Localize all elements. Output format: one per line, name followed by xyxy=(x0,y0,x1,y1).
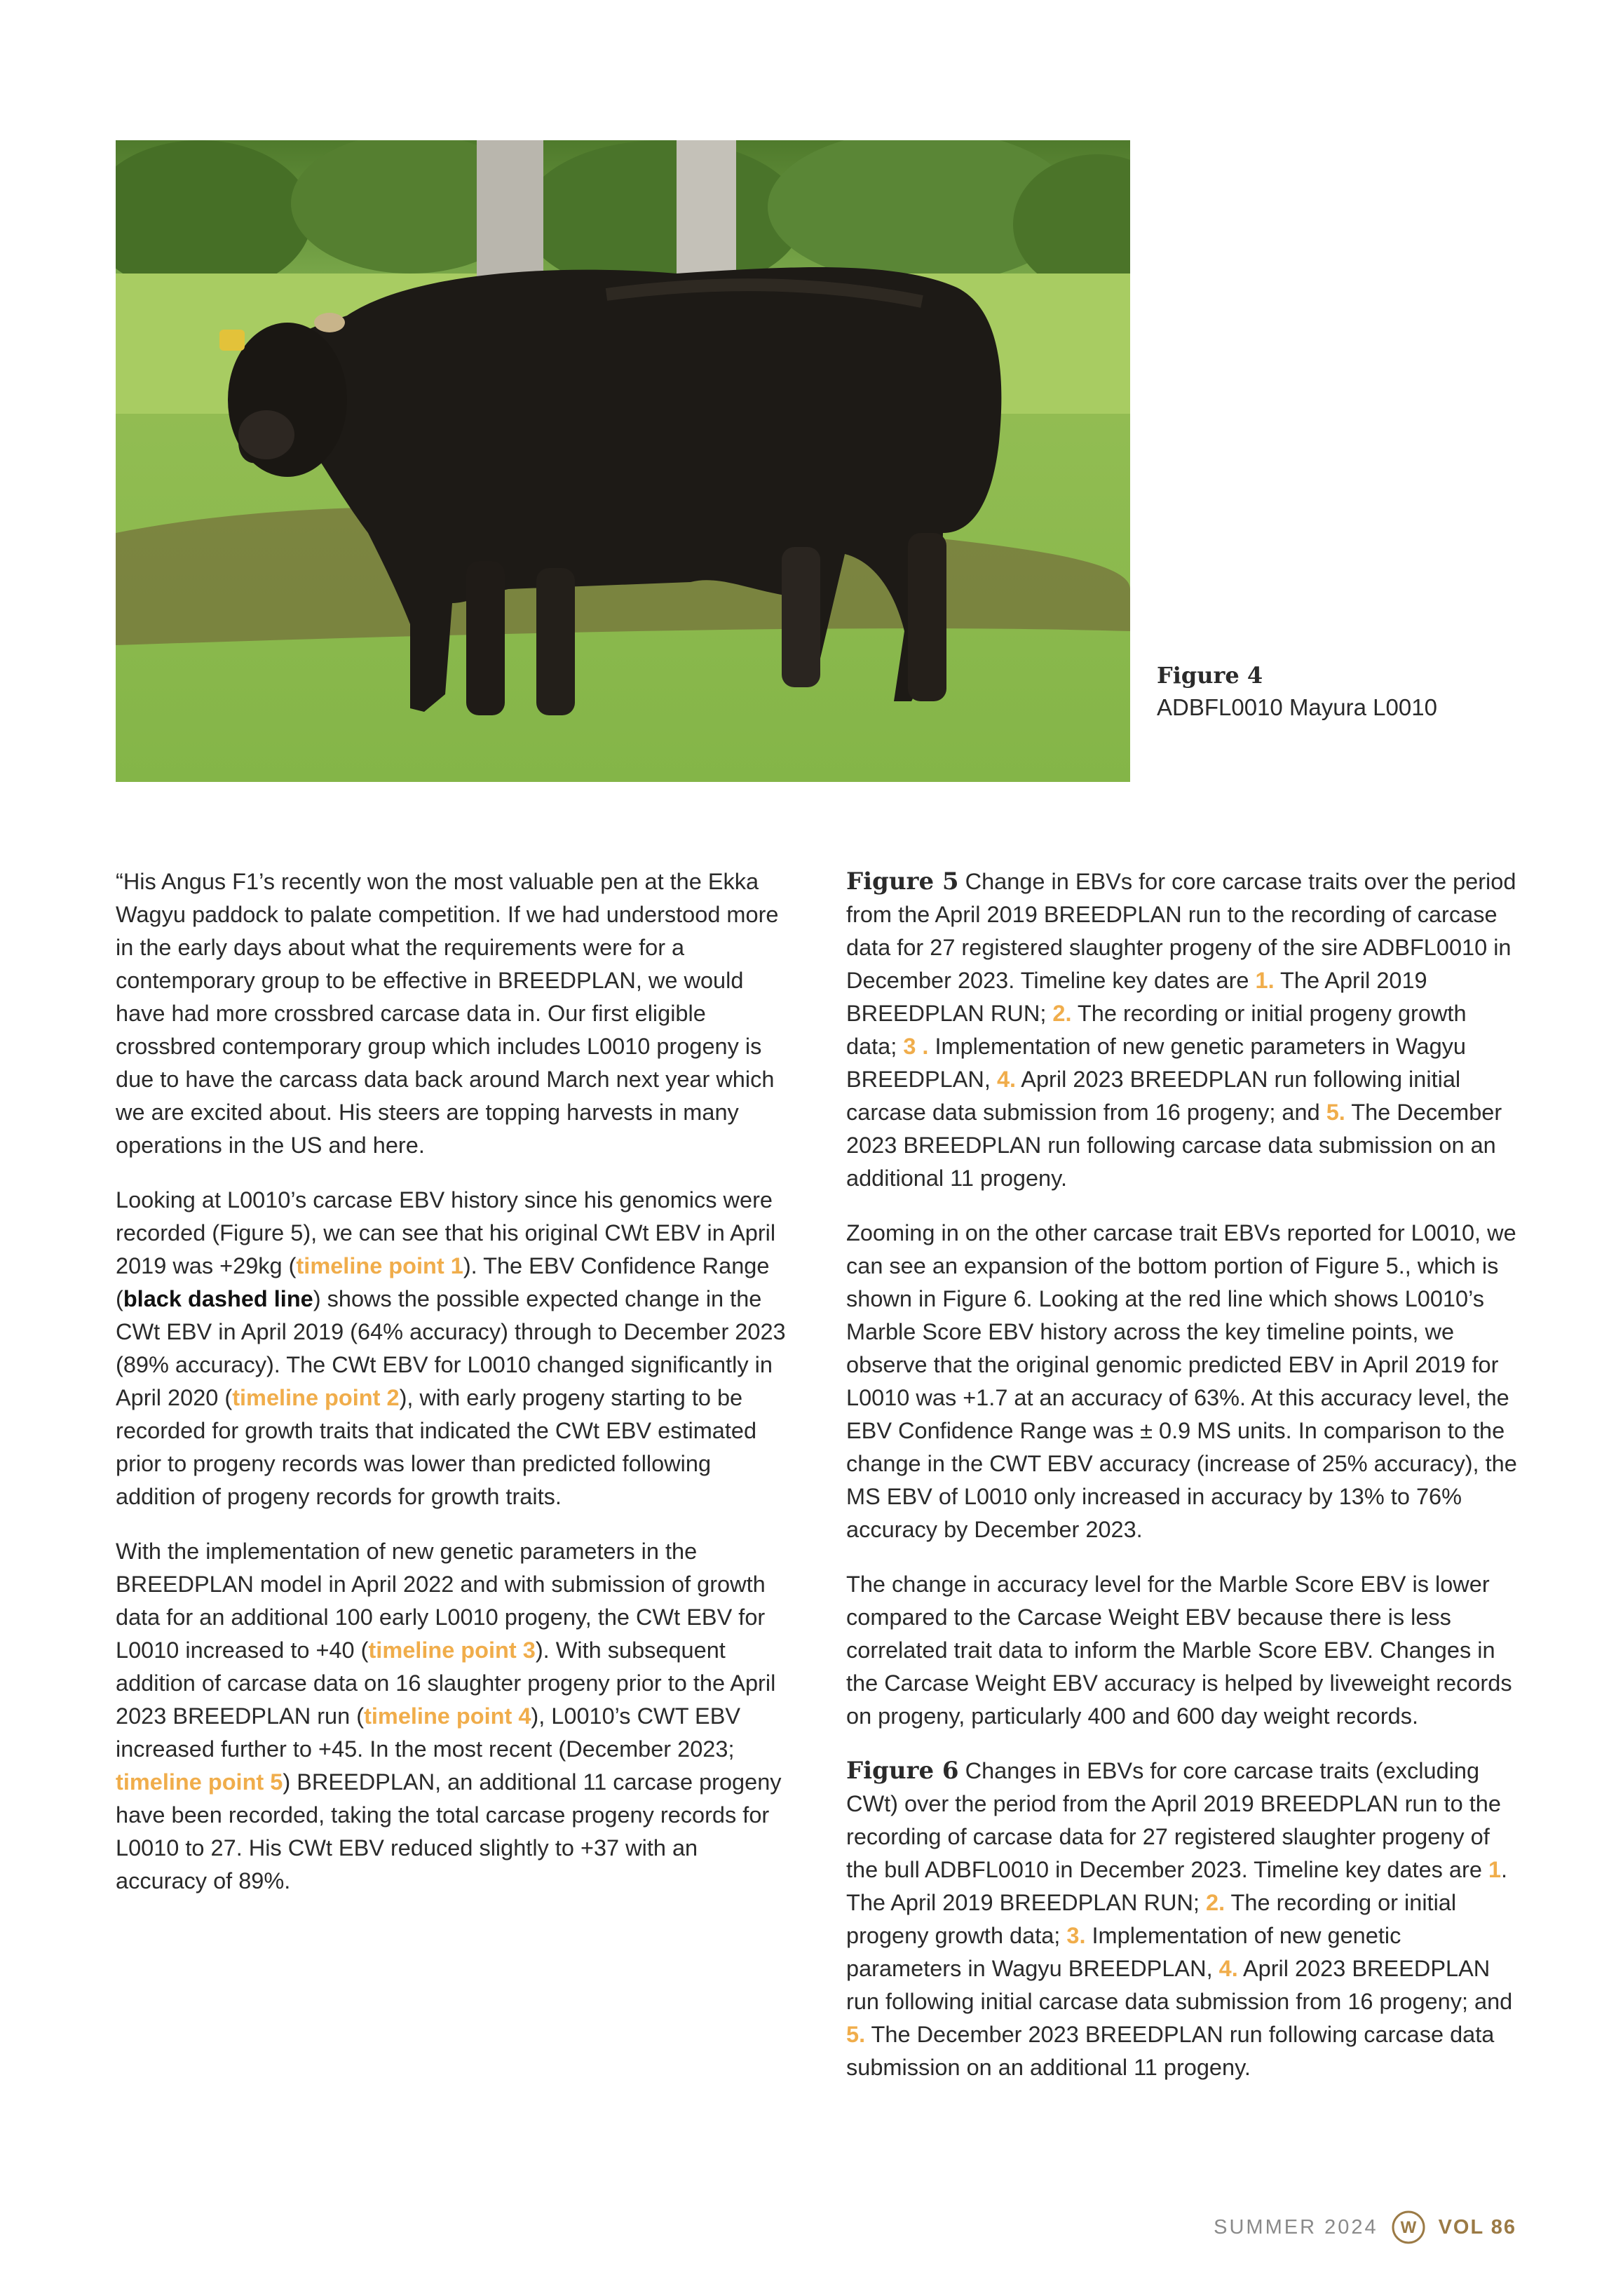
text-span: Change in EBVs for core carcase traits over the period from the April 2019 BREEDPLAN run to the recording of carcase data for 27 registered slaughter progeny of the sire ADBFL0010 in December 2023. Timeline key dates are xyxy=(846,869,1516,993)
timeline-point-5: timeline point 5 xyxy=(116,1769,283,1795)
figure-4-caption-text: ADBFL0010 Mayura L0010 xyxy=(1157,694,1437,720)
paragraph-angus-f1: “His Angus F1’s recently won the most valuable pen at the Ekka Wagyu paddock to palate competition. If we had understood more in the early days about what the requirements were for a contemporary group to be effective in BREEDPLAN, we would have had more crossbred carcase data in. Our first eligible crossbred contemporary group which includes L0010 progeny is due to have the carcass data back around March next year which we are excited about. His steers are topping harvests in many operations in the US and here. xyxy=(116,869,779,1158)
text-span: The April 2019 BREEDPLAN RUN; xyxy=(846,968,1427,1026)
text-span: ), with early progeny starting to be recorded for growth traits that indicated the CWt EBV estimated prior to progeny records was lower than predicted following addition of progeny records for growth traits. xyxy=(116,1385,757,1509)
black-dashed-line-label: black dashed line xyxy=(123,1286,313,1311)
text-span: ) BREEDPLAN, an additional 11 carcase progeny have been recorded, taking the total carcase progeny records for L0010 to 27. His CWt EBV reduced slightly to +37 with an accuracy of 89%. xyxy=(116,1769,782,1893)
text-span: ), L0010’s CWT EBV increased further to +45. In the most recent (December 2023; xyxy=(116,1703,741,1762)
right-column xyxy=(846,865,1519,2106)
key-date-2: 2. xyxy=(1206,1890,1225,1915)
paragraph-genetic-parameters xyxy=(116,1535,789,1898)
key-date-5: 5. xyxy=(1326,1100,1345,1125)
text-span: April 2023 BREEDPLAN run following initial carcase data submission from 16 progeny; and xyxy=(846,1067,1461,1125)
timeline-point-3: timeline point 3 xyxy=(368,1637,536,1663)
timeline-point-2: timeline point 2 xyxy=(232,1385,400,1410)
figure-6-label: Figure 6 xyxy=(846,1757,959,1785)
key-date-2: 2. xyxy=(1052,1001,1072,1026)
key-date-3: 3. xyxy=(1066,1923,1086,1948)
text-span: . The April 2019 BREEDPLAN RUN; xyxy=(846,1857,1508,1915)
key-date-1: 1. xyxy=(1255,968,1275,993)
bull-photo xyxy=(116,140,1130,782)
figure-4-label: Figure 4 xyxy=(1157,662,1263,689)
text-span: The recording or initial progeny growth data; xyxy=(846,1890,1457,1948)
paragraph-carcase-history xyxy=(116,1184,789,1513)
timeline-point-1: timeline point 1 xyxy=(296,1253,463,1278)
text-span: The December 2023 BREEDPLAN run following carcase data submission on an additional 11 progeny. xyxy=(846,2022,1495,2080)
text-span: Looking at L0010’s carcase EBV history since his genomics were recorded (Figure 5), we can see that his original CWt EBV in April 2019 was +29kg ( xyxy=(116,1187,776,1278)
timeline-point-4: timeline point 4 xyxy=(364,1703,531,1729)
page-footer xyxy=(1214,2208,1516,2247)
wagyu-w-logo-icon xyxy=(1391,2210,1426,2245)
paragraph-accuracy-change: The change in accuracy level for the Marble Score EBV is lower compared to the Carcase Weight EBV because there is less correlated trait data to inform the Marble Score EBV. Changes in the Carcase Weight EBV accuracy is helped by liveweight records on progeny, particularly 400 and 600 day weight records. xyxy=(846,1572,1512,1729)
figure-5-caption xyxy=(846,865,1519,1195)
logo-letter: W xyxy=(1400,2218,1416,2237)
key-date-5: 5. xyxy=(846,2022,866,2047)
text-span: With the implementation of new genetic parameters in the BREEDPLAN model in April 2022 and with submission of growth data for an additional 100 early L0010 progeny, the CWt EBV for L0010 increased to +40 ( xyxy=(116,1539,766,1663)
text-span: The December 2023 BREEDPLAN run following carcase data submission on an additional 11 progeny. xyxy=(846,1100,1502,1191)
key-date-4: 4. xyxy=(1218,1956,1238,1981)
text-span: ) shows the possible expected change in the CWt EBV in April 2019 (64% accuracy) through to December 2023 (89% accuracy). The CWt EBV for L0010 changed significantly in April 2020 ( xyxy=(116,1286,786,1410)
text-span: ). With subsequent addition of carcase data on 16 slaughter progeny prior to the April 2023 BREEDPLAN run ( xyxy=(116,1637,776,1729)
key-date-3: 3 . xyxy=(903,1034,929,1059)
text-span: April 2023 BREEDPLAN run following initial carcase data submission from 16 progeny; and xyxy=(846,1956,1513,2014)
paragraph-zooming-in: Zooming in on the other carcase trait EBVs reported for L0010, we can see an expansion of the bottom portion of Figure 5., which is shown in Figure 6. Looking at the red line which shows L0010’s Marble Score EBV history across the key timeline points, we observe that the original genomic predicted EBV in April 2019 for L0010 was +1.7 at an accuracy of 63%. At this accuracy level, the EBV Confidence Range was ± 0.9 MS units. In comparison to the change in the CWT EBV accuracy (increase of 25% accuracy), the MS EBV of L0010 only increased in accuracy by 13% to 76% accuracy by December 2023. xyxy=(846,1220,1517,1542)
issue-volume: VOL 86 xyxy=(1438,2215,1516,2238)
text-span: Implementation of new genetic parameters in Wagyu BREEDPLAN, xyxy=(846,1923,1401,1981)
bull-illustration xyxy=(116,140,1130,782)
text-span: Changes in EBVs for core carcase traits (excluding CWt) over the period from the April 2019 BREEDPLAN run to the recording of carcase data for 27 registered slaughter progeny of the bull ADBFL0010 in December 2023. Timeline key dates are xyxy=(846,1758,1501,1882)
figure-5-label: Figure 5 xyxy=(846,867,959,896)
text-span: The recording or initial progeny growth data; xyxy=(846,1001,1467,1059)
issue-season: SUMMER 2024 xyxy=(1214,2215,1378,2238)
figure-6-caption xyxy=(846,1755,1519,2084)
figure-4-caption xyxy=(1157,659,1549,724)
text-span: Implementation of new genetic parameters in Wagyu BREEDPLAN, xyxy=(846,1034,1467,1092)
key-date-4: 4. xyxy=(996,1067,1017,1092)
key-date-1: 1 xyxy=(1488,1857,1502,1882)
left-column xyxy=(116,865,789,1919)
text-span: ). The EBV Confidence Range ( xyxy=(116,1253,770,1311)
